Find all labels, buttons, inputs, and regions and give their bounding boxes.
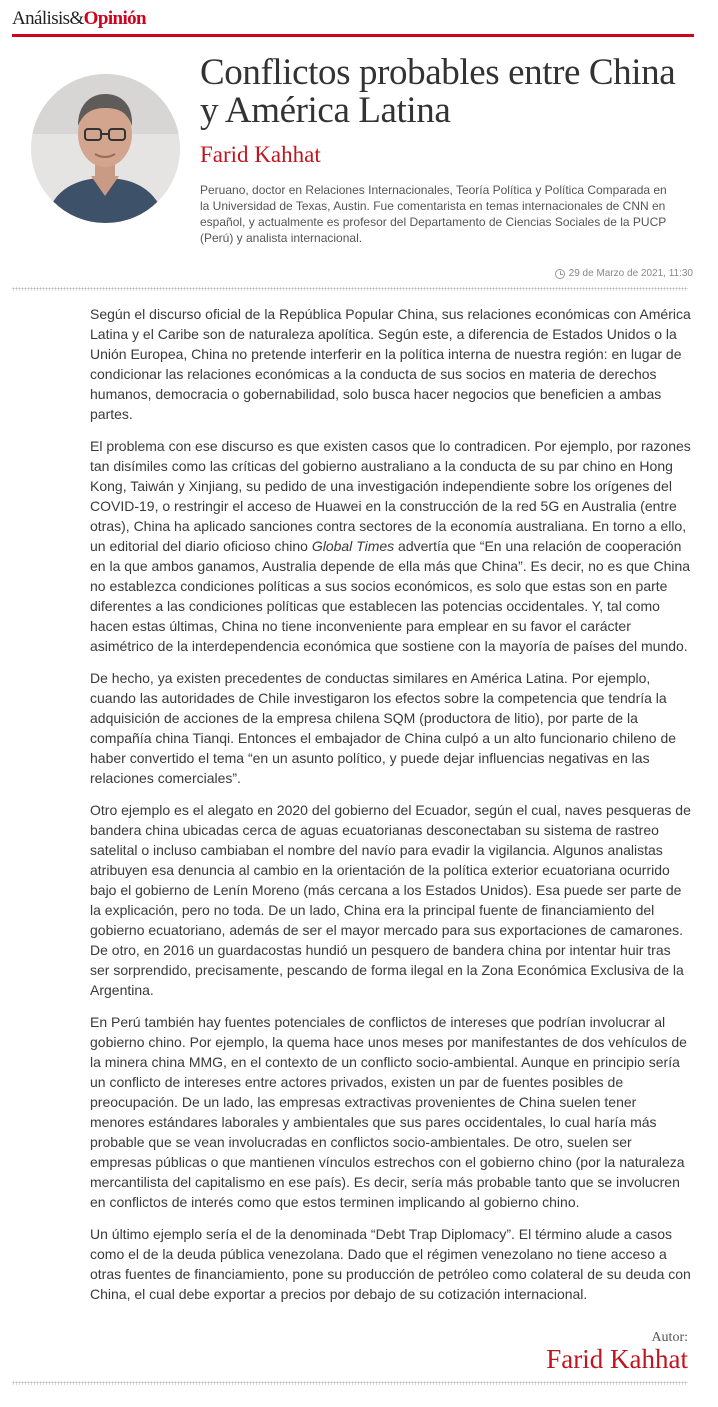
clock-icon [555,269,565,279]
byline-author-name[interactable]: Farid Kahhat [546,1344,688,1374]
byline-label: Autor: [651,1330,688,1345]
paragraph-6: Un último ejemplo sería el de la denominada “Debt Trap Diplomacy”. El término alude a casos como el de la deuda pública venezolana. Dado que el régimen venezolano no tiene acceso a otras fuentes de financiamiento, pone su producción de petróleo como colateral de su deuda con China, el cual debe exportar a precios por debajo de su cotización internacional. [90,1226,691,1302]
paragraph-3: De hecho, ya existen precedentes de conductas similares en América Latina. Por ejemplo, cuando las autoridades de Chile investigaron los efectos sobre la competencia que tendría la adquisición de acciones de la empresa chilena SQM (productora de litio), por parte de la compañía china Tianqi. Entonces el embajador de China culpó a un alto funcionario chileno de haber convertido el tema “en un asunto político, y puede dejar influencias negativas en las relaciones comerciales”. [90,670,677,786]
brand-word-opinion: Opinión [83,8,147,29]
paragraph-4: Otro ejemplo es el alegato en 2020 del gobierno del Ecuador, según el cual, naves pesqueras de bandera china ubicadas cerca de aguas ecuatorianas desconectaban su sistema de rastreo satelital o incluso cambiaban el nombre del navío para evadir la vigilancia. Algunos analistas atribuyen esa denuncia al cambio en la orientación de la política exterior ecuatoriana ocurrido bajo el gobierno de Lenín Moreno (más cercana a los Estados Unidos). Esa puede ser parte de la explicación, pero no toda. De un lado, China era la principal fuente de financiamiento del gobierno ecuatoriano, además de ser el mayor mercado para sus exportaciones de camarones. De otro, en 2016 un guardacostas hundió un pesquero de bandera china por intentar huir tras ser sorprendido, precisamente, pescando de forma ilegal en la Zona Económica Exclusiva de la Argentina. [90,802,691,998]
article-body [90,304,693,1316]
paragraph-2-part-2: advertía que “En una relación de cooperación en la que ambos ganamos, Australia depende de ella más que China”. Es decir, no es que China no establezca condiciones políticas a sus socios económicos, es solo que estas son en parte diferentes a las condiciones políticas que establecen las potencias occidentales. Y, tal como hacen estas últimas, China no tiene inconveniente para emplear en su favor el carácter asimétrico de la interdependencia económica que sostiene con la mayoría de países del mundo. [90,538,691,654]
author-bio: Peruano, doctor en Relaciones Internacionales, Teoría Política y Política Comparada en la Universidad de Texas, Austin. Fue comentarista en temas internacionales de CNN en español, y actualmente es profesor del Departamento de Ciencias Sociales de la PUCP (Perú) y analista internacional. [200,183,667,245]
publish-date-text: 29 de Marzo de 2021, 11:30 [568,268,693,279]
divider-dotted-bottom [12,1381,688,1385]
publish-date [555,268,693,279]
author-name[interactable]: Farid Kahhat [200,142,321,167]
paragraph-1: Según el discurso oficial de la República Popular China, sus relaciones económicas con América Latina y el Caribe son de naturaleza apolítica. Según este, a diferencia de Estados Unidos o la Unión Europea, China no pretende interferir en la política interna de nuestra región: en lugar de condicionar las relaciones económicas a la conducta de sus socios en materia de derechos humanos, democracia o gobernabilidad, solo busca hacer negocios que beneficien a ambas partes. [90,306,691,422]
brand-logo[interactable] [12,8,694,30]
brand-ampersand: & [69,8,84,29]
publication-name: Global Times [311,538,395,554]
author-portrait-icon [31,74,180,223]
article-title: Conflictos probables entre China y América Latina [200,52,676,131]
paragraph-2 [90,436,693,656]
divider-dotted-top [12,287,688,291]
brand-word-analisis: Análisis [12,8,70,29]
masthead [12,8,694,37]
paragraph-5: En Perú también hay fuentes potenciales de conflictos de intereses que podrían involucrar al gobierno chino. Por ejemplo, la quema hace unos meses por manifestantes de dos vehículos de la minera china MMG, en el contexto de un conflicto socio-ambiental. Aunque en principio sería un conflicto de intereses entre actores privados, existen un par de fuentes posibles de preocupación. De un lado, las empresas extractivas provenientes de China suelen tener menores estándares laborales y ambientales que sus pares occidentales, lo cual haría más probable que se vean involucradas en conflictos socio-ambientales. De otro, suelen ser empresas públicas o que mantienen vínculos estrechos con el gobierno chino (por la naturaleza mercantilista del capitalismo en ese país). Es decir, sería más probable tanto que se involucren en conflictos de interés como que estos terminen implicando al gobierno chino. [90,1014,687,1210]
author-photo [31,74,180,223]
paragraph-2-part-1: El problema con ese discurso es que existen casos que lo contradicen. Por ejemplo, por razones tan disímiles como las críticas del gobierno australiano a la conducta de su par chino en Hong Kong, Taiwán y Xinjiang, su pedido de una investigación independiente sobre los orígenes del COVID-19, o restringir el acceso de Huawei en la construcción de la red 5G en Australia (entre otras), China ha aplicado sanciones contra sectores de la economía australiana. En torno a ello, un editorial del diario oficioso chino [90,438,691,554]
